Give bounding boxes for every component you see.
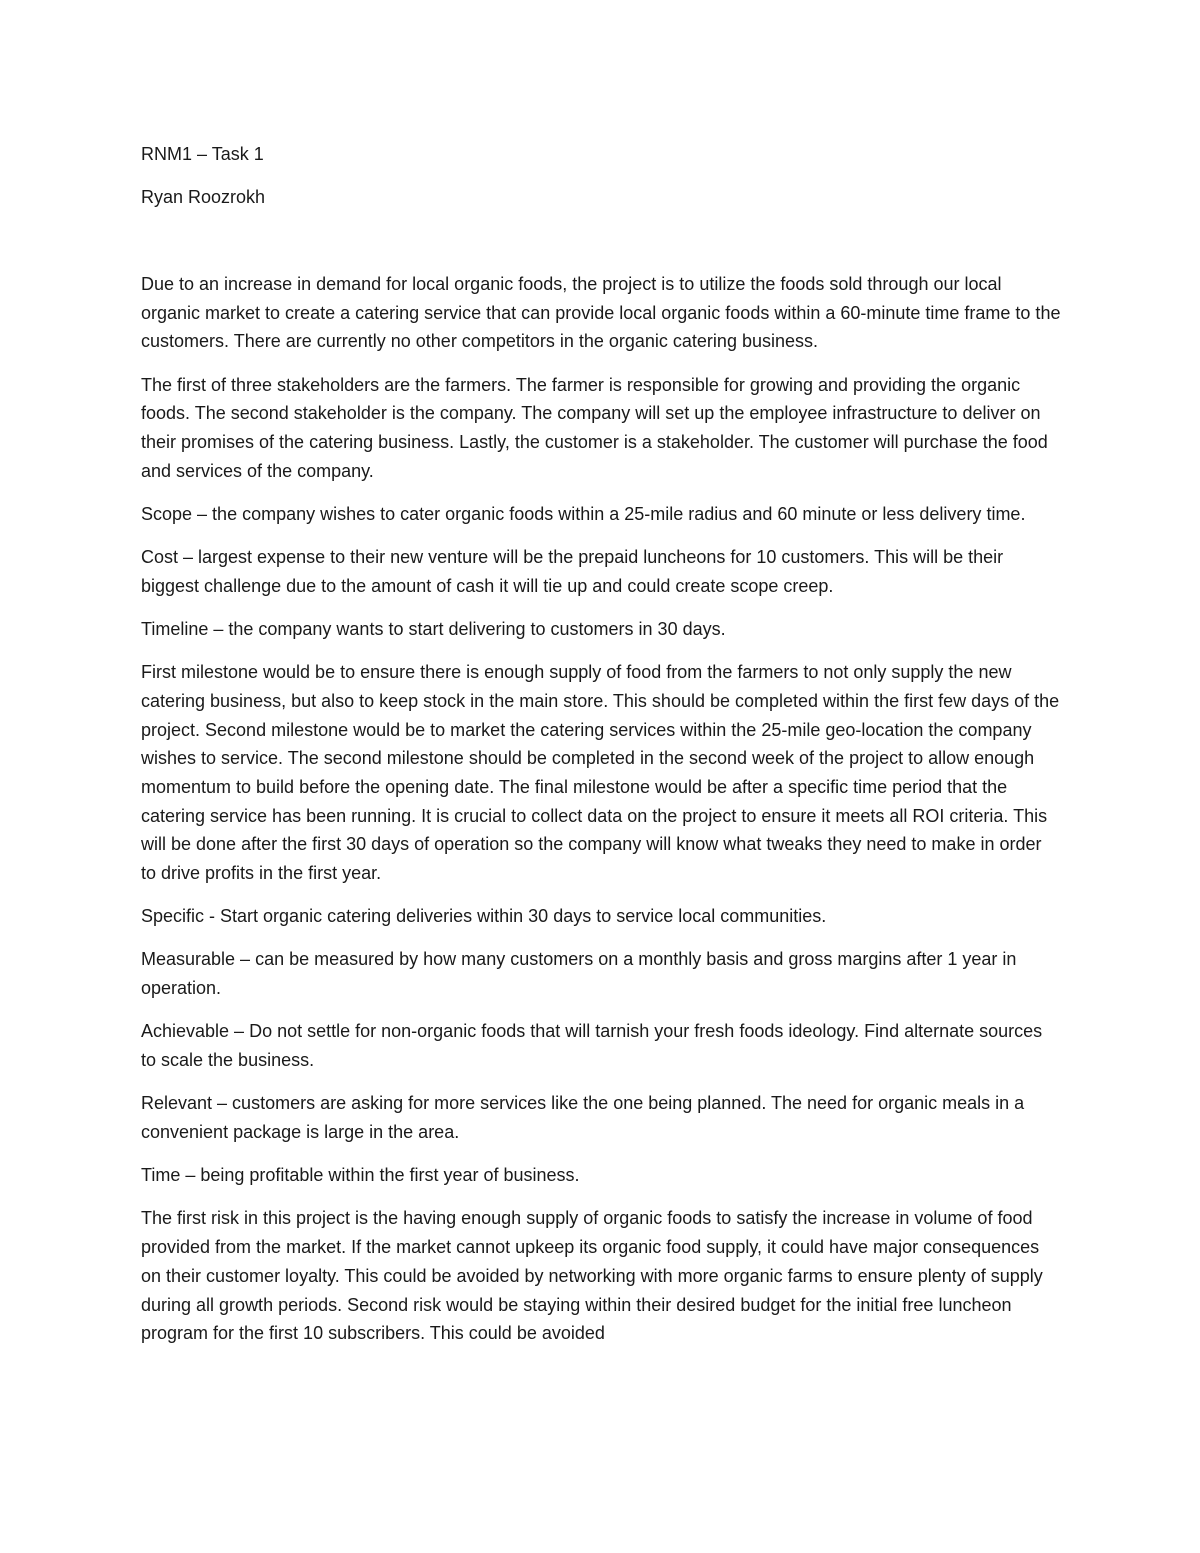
paragraph-measurable: Measurable – can be measured by how many customers on a monthly basis and gross margins after 1 year in operation.: [141, 949, 1017, 999]
document-page: [141, 140, 1061, 1362]
paragraph-milestones: First milestone would be to ensure there is enough supply of food from the farmers to not only supply the new catering business, but also to keep stock in the main store. This should be completed within the first few days of the project. Second milestone would be to market the catering services within the 25-mile geo-location the company wishes to service. The second milestone should be completed in the second week of the project to allow enough momentum to build before the opening date. The final milestone would be after a specific time period that the catering service has been running. It is crucial to collect data on the project to ensure it meets all ROI criteria. This will be done after the first 30 days of operation so the company will know what tweaks they need to make in order to drive profits in the first year.: [141, 662, 1060, 884]
document-author: Ryan Roozrokh: [141, 187, 266, 208]
paragraph-timeline: Timeline – the company wants to start delivering to customers in 30 days.: [141, 618, 726, 639]
paragraph-time: Time – being profitable within the first year of business.: [141, 1165, 580, 1186]
paragraph-risks: The first risk in this project is the having enough supply of organic foods to satisfy the increase in volume of food provided from the market. If the market cannot upkeep its organic food supply, it could have major consequences on their customer loyalty. This could be avoided by networking with more organic farms to ensure plenty of supply during all growth periods. Second risk would be staying within their desired budget for the initial free luncheon program for the first 10 subscribers. This could be avoided: [141, 1208, 1043, 1344]
document-title: RNM1 – Task 1: [141, 144, 264, 164]
paragraph-cost: Cost – largest expense to their new venture will be the prepaid luncheons for 10 customers. This will be their biggest challenge due to the amount of cash it will tie up and could create scope creep.: [141, 547, 1004, 596]
paragraph-project-overview: Due to an increase in demand for local organic foods, the project is to utilize the foods sold through our local organic market to create a catering service that can provide local organic foods within a 60-minute time frame to the customers. There are currently no other competitors in the organic catering business.: [141, 273, 1061, 352]
paragraph-achievable: Achievable – Do not settle for non-organic foods that will tarnish your fresh foods ideology. Find alternate sources to scale the business.: [141, 1021, 1043, 1071]
paragraph-specific: Specific - Start organic catering deliveries within 30 days to service local communities.: [141, 906, 827, 927]
paragraph-relevant: Relevant – customers are asking for more services like the one being planned. The need for organic meals in a convenient package is large in the area.: [141, 1093, 1025, 1142]
paragraph-scope: Scope – the company wishes to cater organic foods within a 25-mile radius and 60 minute or less delivery time.: [141, 503, 1026, 524]
paragraph-stakeholders: The first of three stakeholders are the farmers. The farmer is responsible for growing and providing the organic foods. The second stakeholder is the company. The company will set up the employee infrastructure to deliver on their promises of the catering business. Lastly, the customer is a stakeholder. The customer will purchase the food and services of the company.: [141, 374, 1048, 481]
